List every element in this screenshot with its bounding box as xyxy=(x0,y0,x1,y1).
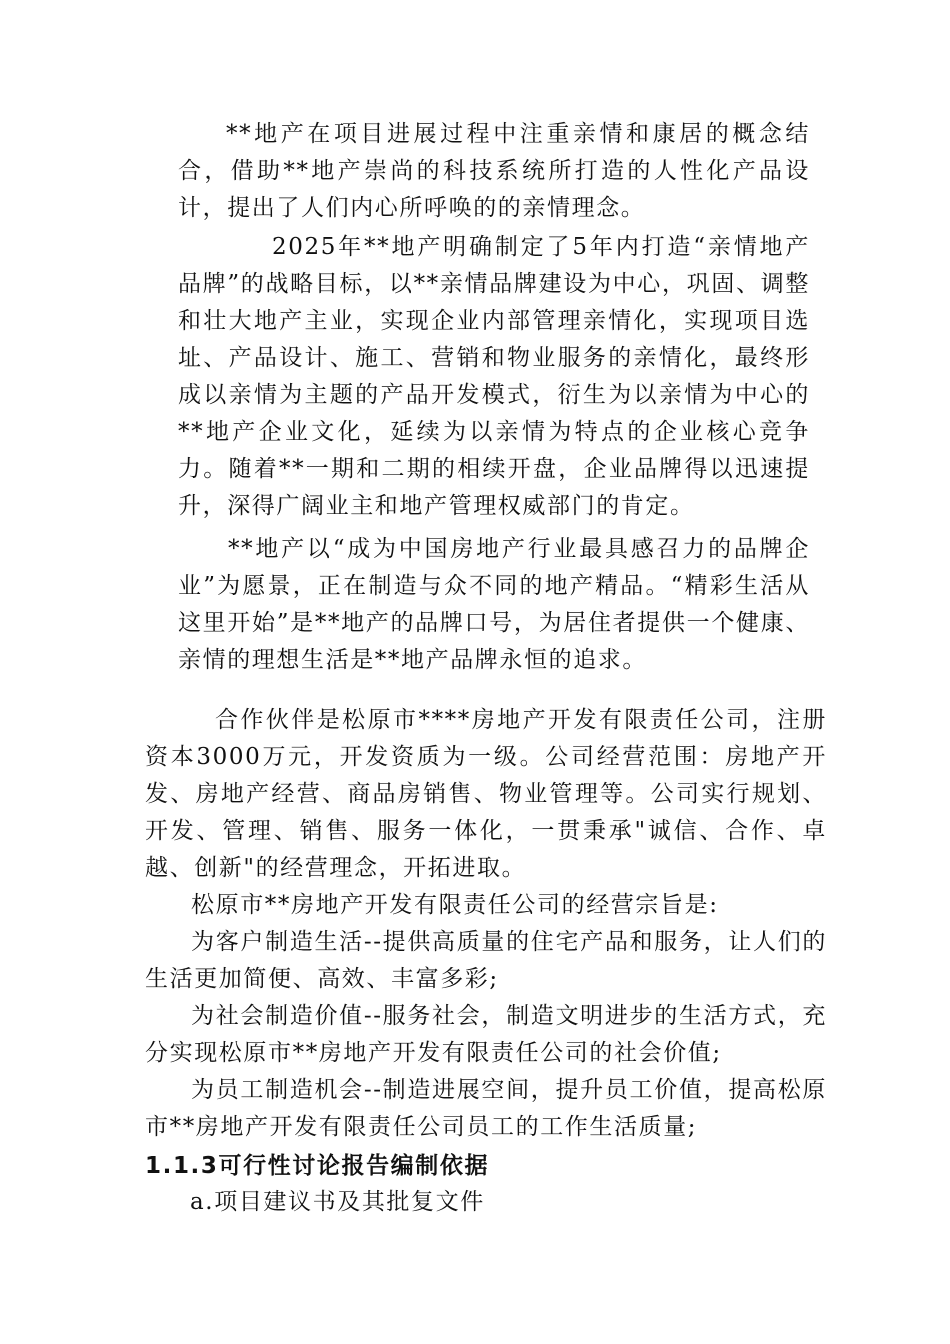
intro-paragraph-1-block xyxy=(178,116,810,227)
strategy-paragraph: 2025年**地产明确制定了5年内打造“亲情地产品牌”的战略目标，以**亲情品牌建设为中心，巩固、调整和壮大地产主业，实现企业内部管理亲情化，实现项目选址、产品设计、施工、营销和物业服务的亲情化，最终形成以亲情为主题的产品开发模式，衍生为以亲情为中心的**地产企业文化，延续为以亲情为特点的企业核心竞争力。随着**一期和二期的相续开盘，企业品牌得以迅速提升，深得广阔业主和地产管理权威部门的肯定。 xyxy=(178,234,810,519)
mission-customer: 为客户制造生活--提供高质量的住宅产品和服务，让人们的生活更加简便、高效、丰富多彩; xyxy=(145,929,827,992)
section-heading: 1.1.3可行性讨论报告编制依据 xyxy=(145,1153,490,1179)
basis-list-item: a.项目建议书及其批复文件 xyxy=(190,1189,485,1215)
mission-intro: 松原市**房地产开发有限责任公司的经营宗旨是: xyxy=(191,892,719,918)
mission-employee: 为员工制造机会--制造进展空间，提升员工价值，提高松原市**房地产开发有限责任公司员工的工作生活质量; xyxy=(145,1077,827,1140)
vision-paragraph-block xyxy=(178,531,810,679)
partner-paragraph: 合作伙伴是松原市****房地产开发有限责任公司，注册资本3000万元，开发资质为一级。公司经营范围：房地产开发、房地产经营、商品房销售、物业管理等。公司实行规划、开发、管理、销售、服务一体化，一贯秉承"诚信、合作、卓越、创新"的经营理念，开拓进取。 xyxy=(145,707,827,881)
strategy-paragraph-block xyxy=(178,229,810,525)
intro-paragraph-1: **地产在项目进展过程中注重亲情和康居的概念结合，借助**地产崇尚的科技系统所打造的人性化产品设计，提出了人们内心所呼唤的的亲情理念。 xyxy=(178,121,810,221)
mission-society: 为社会制造价值--服务社会，制造文明进步的生活方式，充分实现松原市**房地产开发有限责任公司的社会价值; xyxy=(145,1003,827,1066)
partner-section xyxy=(145,702,827,1146)
vision-paragraph: **地产以“成为中国房地产行业最具感召力的品牌企业”为愿景，正在制造与众不同的地产精品。“精彩生活从这里开始”是**地产的品牌口号，为居住者提供一个健康、亲情的理想生活是**地产品牌永恒的追求。 xyxy=(178,536,810,673)
